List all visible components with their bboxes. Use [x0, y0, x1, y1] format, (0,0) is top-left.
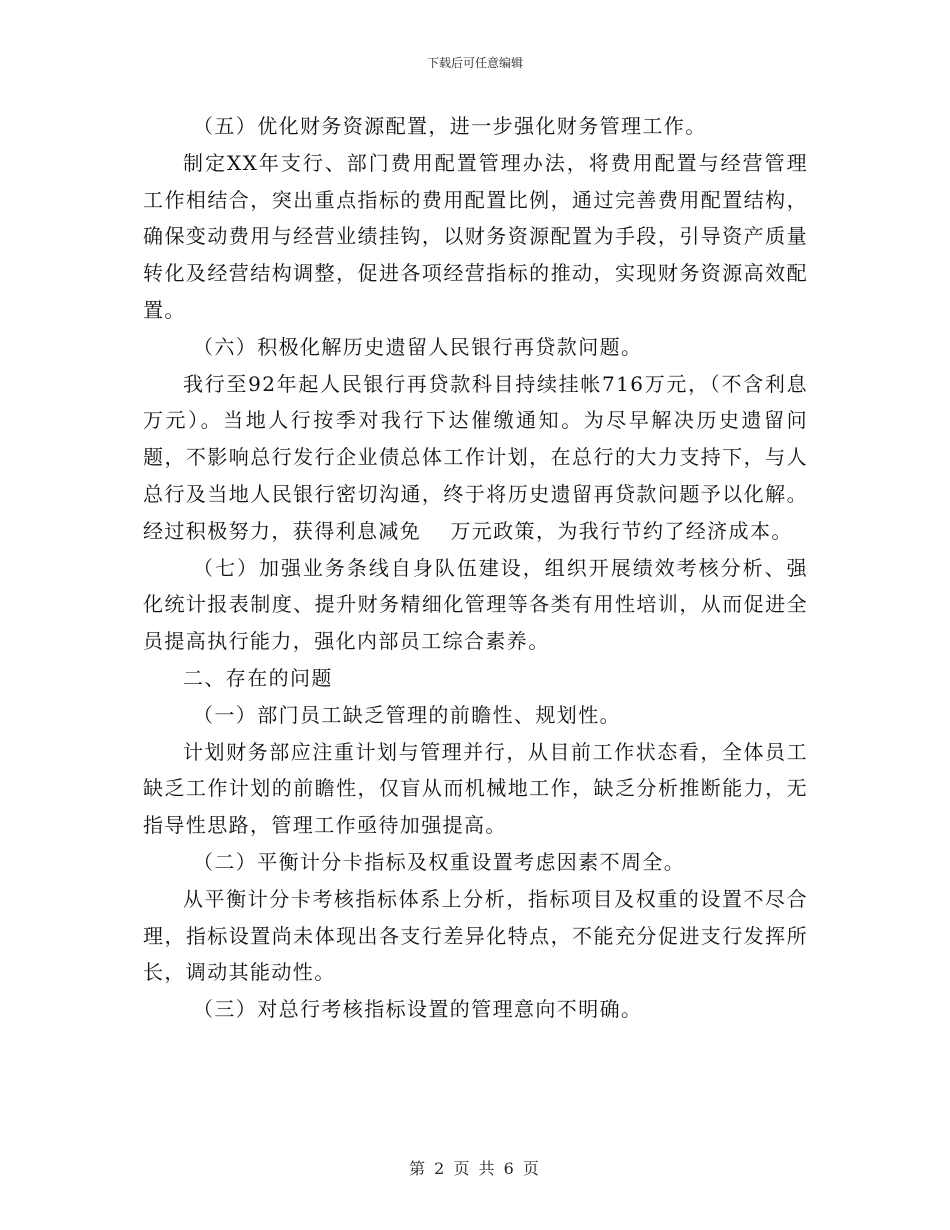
paragraph-heading-5: （五）优化财务资源配置，进一步强化财务管理工作。: [193, 114, 707, 138]
paragraph: 从平衡计分卡考核指标体系上分析，指标项目及权重的设置不尽合理，指标设置尚未体现出各支行差异化特点，不能充分促进支行发挥所长，调动其能动性。: [143, 886, 808, 985]
paragraph-heading-7: （七）加强业务条线自身队伍建设，组织开展绩效考核分析、强化统计报表制度、提升财务精细化管理等各类有用性培训，从而促进全员提高执行能力，强化内部员工综合素养。: [143, 555, 808, 654]
page-number: 第 2 页 共 6 页: [409, 1159, 541, 1178]
paragraph: 计划财务部应注重计划与管理并行，从目前工作状态看，全体员工缺乏工作计划的前瞻性，仅盲从而机械地工作，缺乏分析推断能力，无指导性思路，管理工作亟待加强提高。: [143, 739, 808, 838]
page-header: 下载后可任意编辑: [426, 56, 523, 70]
paragraph-heading-2: （二）平衡计分卡指标及权重设置考虑因素不周全。: [193, 849, 686, 874]
paragraph-heading-6: （六）积极化解历史遗留人民银行再贷款问题。: [193, 334, 643, 359]
section-heading: 二、存在的问题: [183, 665, 333, 690]
paragraph-heading-1: （一）部门员工缺乏管理的前瞻性、规划性。: [193, 702, 621, 727]
paragraph: 我行至92年起人民银行再贷款科目持续挂帐716万元，（不含利息 万元）。当地人行按季对我行下达催缴通知。为尽早解决历史遗留问题，不影响总行发行企业债总体工作计划，在总行的大力支持下，与人总行及当地人民银行密切沟通，终于将历史遗留再贷款问题予以化解。经过积极努力，获得利息减免 万元政策，为我行节约了经济成本。: [143, 371, 838, 543]
paragraph-heading-3: （三）对总行考核指标设置的管理意向不明确。: [193, 997, 643, 1022]
document-body: [143, 108, 838, 1028]
paragraph: 制定XX年支行、部门费用配置管理办法，将费用配置与经营管理工作相结合，突出重点指标的费用配置比例，通过完善费用配置结构，确保变动费用与经营业绩挂钩，以财务资源配置为手段，引导资产质量转化及经营结构调整，促进各项经营指标的推动，实现财务资源高效配置。: [143, 150, 808, 322]
